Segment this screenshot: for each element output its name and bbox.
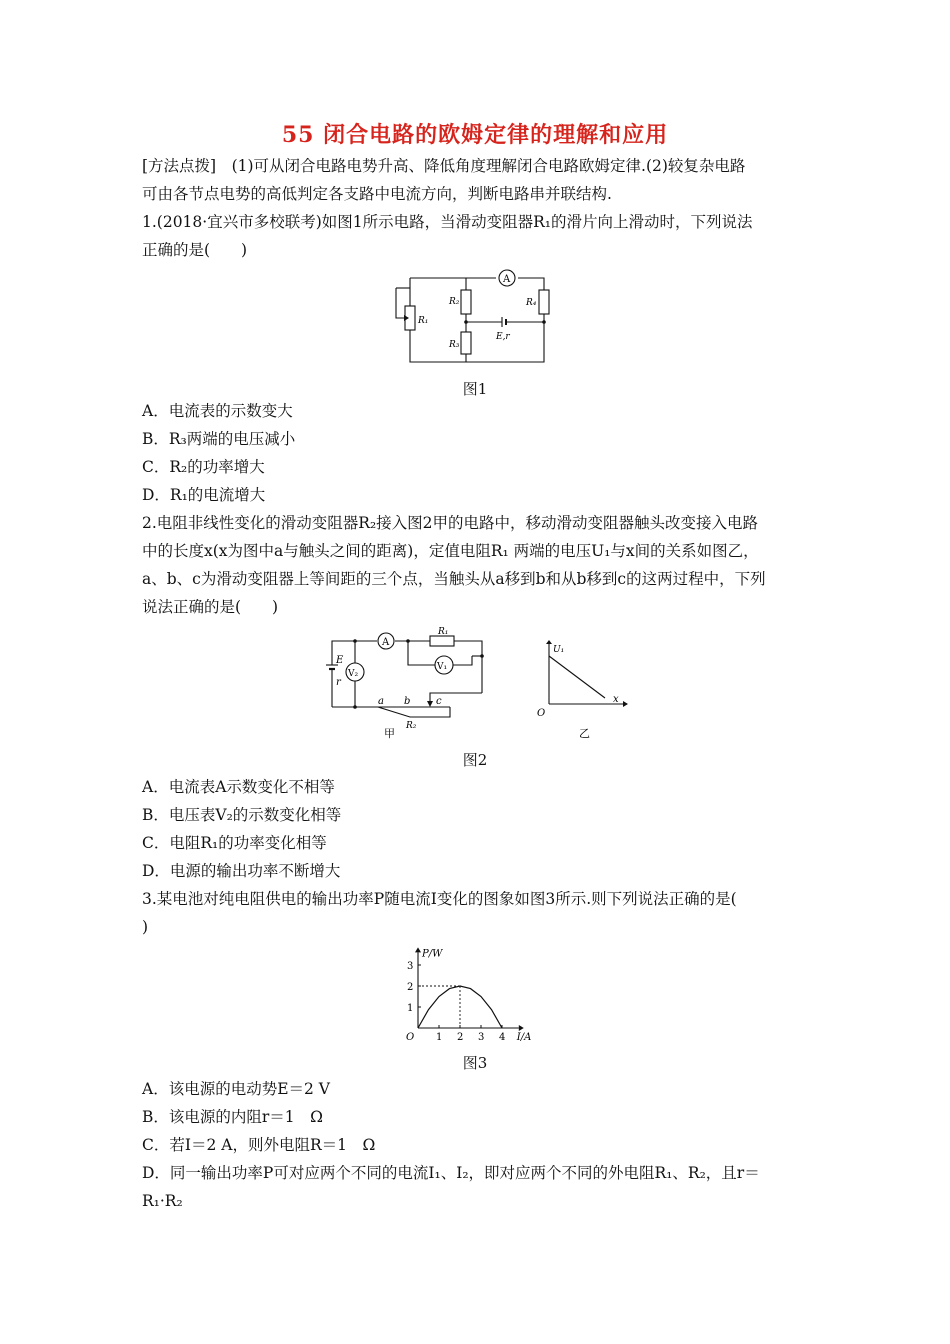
fig2-r2-label: R₂ (406, 721, 417, 731)
figure-2-graph (533, 640, 633, 740)
figure-1-caption: 图1 (462, 380, 488, 398)
fig2-ammeter-label: A (382, 637, 390, 648)
fig2-r1-label: R₁ (438, 627, 449, 637)
fig2-e-label: E (336, 655, 344, 666)
q3-option-c[interactable]: C．若I＝2 A，则外电阻R＝1 Ω (142, 1136, 376, 1154)
q2-option-a[interactable]: A．电流表A示数变化不相等 (142, 778, 335, 796)
fig2-v1-label: V₁ (437, 662, 448, 672)
q2-option-d[interactable]: D．电源的输出功率不断增大 (142, 862, 341, 880)
origin-label: O (406, 1032, 415, 1043)
fig2-x-label: x (613, 694, 619, 705)
r3-label: R₃ (449, 340, 460, 350)
q3-option-d[interactable]: D．同一输出功率P可对应两个不同的电流I₁、I₂，即对应两个不同的外电阻R₁、R₂，且r＝ (142, 1164, 760, 1182)
fig2-v2-label: V₂ (348, 669, 359, 679)
q1-option-b[interactable]: B．R₃两端的电压减小 (142, 430, 296, 448)
q2-option-c[interactable]: C．电阻R₁的功率变化相等 (142, 834, 327, 852)
x-tick-label: 3 (478, 1032, 485, 1043)
q1-option-d[interactable]: D．R₁的电流增大 (142, 486, 266, 504)
figure-2-caption: 图2 (462, 751, 488, 769)
q3-stem-line-1: 3.某电池对纯电阻供电的输出功率P随电流I变化的图象如图3所示.则下列说法正确的是( (142, 890, 737, 908)
y-axis-arrow (415, 947, 421, 952)
q3-stem-line-2: ) (142, 918, 149, 936)
figure-3-caption: 图3 (462, 1054, 488, 1072)
x-axis-label: I/A (516, 1032, 532, 1043)
fig2-u1-label: U₁ (553, 645, 565, 655)
y-tick-label: 2 (407, 982, 414, 993)
y-tick-label: 1 (407, 1003, 414, 1014)
fig2-r-label: r (336, 677, 341, 688)
q3-option-b[interactable]: B．该电源的内阻r＝1 Ω (142, 1108, 324, 1126)
figure-3-chart (398, 938, 538, 1046)
fig2-b-label: b (404, 696, 411, 707)
r4-label: R₄ (526, 298, 537, 308)
q2-stem-line-2: 中的长度x(x为图中a与触头之间的距离)，定值电阻R₁ 两端的电压U₁与x间的关系如图乙， (142, 542, 759, 560)
fig2-c-label: c (436, 696, 442, 707)
q2-stem-line-4: 说法正确的是( ) (142, 598, 279, 616)
x-tick-label: 2 (457, 1032, 464, 1043)
r2-label: R₂ (449, 297, 460, 307)
x-tick-label: 4 (499, 1032, 506, 1043)
q1-stem-line-1: 1.(2018·宜兴市多校联考)如图1所示电路，当滑动变阻器R₁的滑片向上滑动时，下列说法 (142, 213, 753, 231)
fig2-jia-label: 甲 (384, 727, 395, 740)
figure-1-circuit (392, 268, 562, 370)
q1-option-c[interactable]: C．R₂的功率增大 (142, 458, 265, 476)
x-axis-arrow (519, 1025, 524, 1031)
page-title: 55 闭合电路的欧姆定律的理解和应用 (281, 122, 669, 148)
source-label: E,r (496, 332, 510, 342)
method-hint-line-2: 可由各节点电势的高低判定各支路中电流方向，判断电路串并联结构. (142, 185, 612, 203)
fig2-origin-label: O (537, 708, 546, 719)
q1-stem-line-2: 正确的是( ) (142, 241, 248, 259)
q1-option-a[interactable]: A．电流表的示数变大 (142, 402, 293, 420)
fig2-yi-label: 乙 (579, 727, 590, 740)
q2-stem-line-3: a、b、c为滑动变阻器上等间距的三个点，当触头从a移到b和从b移到c的这两过程中，下列 (142, 570, 766, 588)
figure-2-circuit (322, 625, 488, 740)
ammeter-label: A (503, 274, 511, 285)
method-hint-line-1: [方法点拨] (1)可从闭合电路电势升高、降低角度理解闭合电路欧姆定律.(2)较复杂电路 (142, 157, 746, 175)
r1-label: R₁ (418, 316, 429, 326)
q2-stem-line-1: 2.电阻非线性变化的滑动变阻器R₂接入图2甲的电路中，移动滑动变阻器触头改变接入电路 (142, 514, 759, 532)
q2-option-b[interactable]: B．电压表V₂的示数变化相等 (142, 806, 342, 824)
fig2-a-label: a (378, 696, 384, 707)
q3-option-a[interactable]: A．该电源的电动势E＝2 V (142, 1080, 330, 1098)
x-tick-label: 1 (436, 1032, 443, 1043)
q3-option-d-continued: R₁·R₂ (142, 1192, 183, 1210)
y-tick-label: 3 (407, 961, 414, 972)
y-axis-label: P/W (422, 948, 443, 960)
